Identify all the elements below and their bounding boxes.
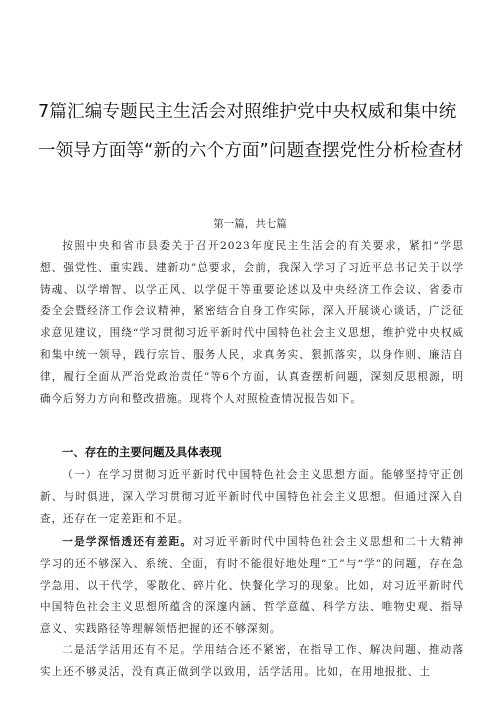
document-title-line-2: 一领导方面等“新的六个方面”问题查摆党性分析检查材 [38,141,464,161]
section-heading: 一、存在的主要问题及具体表现 [62,445,222,459]
problem-lead-text: 一是学深悟透还有差距。 [62,536,193,548]
problem-paragraph-2: 二是活学活用还有不足。学用结合还不紧密，在指导工作、解决问题、推动落实上还不够灵活，没有真正做到学以致用，活学活用。比如，在用地报批、土 [40,644,464,678]
intro-paragraph: 按照中央和省市县委关于召开2023年度民主生活会的有关要求，紧扣“学思想、强党性、重实践、建新功”总要求，会前，我深入学习了习近平总书记关于以学铸魂、以学增智、以学正风、以学促干等重要论述以及中央经济工作会议、省委市委全会暨经济工作会议精神，紧密结合自身工作实际，深入开展谈心谈话，广泛征求意见建议，围绕“学习贯彻习近平新时代中国特色社会主义思想，维护党中央权威和集中统一领导，践行宗旨、服务人民，求真务实、狠抓落实，以身作则、廉洁自律，履行全面从严治党政治责任”等6个方面，认真查摆析问题，深刻反思根源，明确今后努力方向和整改措施。现将个人对照检查情况报告如下。 [40,240,464,405]
document-title-line-1: 7篇汇编专题民主生活会对照维护党中央权威和集中统 [38,102,457,122]
problem-paragraph-1 [40,532,464,641]
subsection-paragraph: （一）在学习贯彻习近平新时代中国特色社会主义思想方面。能够坚持守正创新、与时俱进，深入学习贯彻习近平新时代中国特色社会主义思想。但通过深入自查，还存在一定差距和不足。 [40,469,464,525]
document-subtitle: 第一篇，共七篇 [213,218,287,230]
problem-body-text: 对习近平新时代中国特色社会主义思想和二十大精神学习的还不够深入、系统、全面，有时不能很好地处理“工”与“学”的问题，存在急学急用、以干代学，零散化、碎片化、快餐化学习的现象。比如，对习近平新时代中国特色社会主义思想所蕴含的深邃内涵、哲学意蕴、科学方法、唯物史观、指导意义、实践路径等理解领悟把握的还不够深刻。 [40,536,464,636]
